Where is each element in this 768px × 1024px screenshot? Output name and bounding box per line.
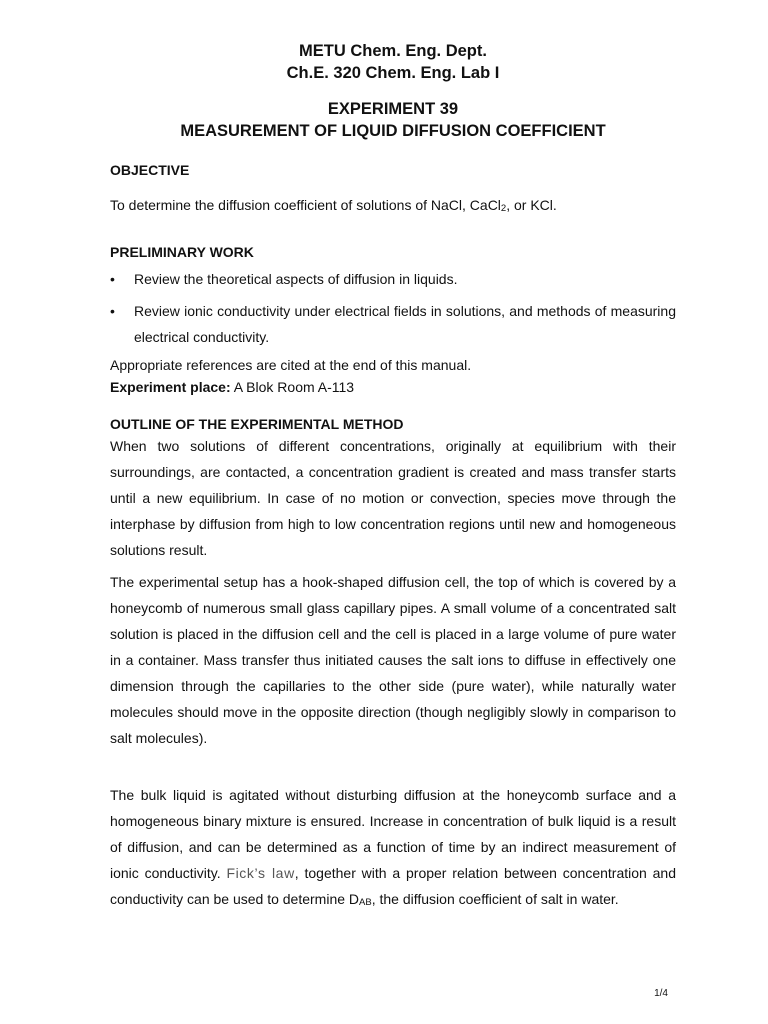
paragraph-3-middle: , together with a proper relation between concentration and conductivity can be used to determine D (110, 865, 676, 907)
experiment-number: EXPERIMENT 39 (327, 100, 459, 118)
references-note: Appropriate references are cited at the end of this manual. (110, 357, 472, 373)
outline-heading: OUTLINE OF THE EXPERIMENTAL METHOD (110, 416, 404, 432)
ficks-law-term: Fick’s law (226, 865, 295, 881)
bullet-icon: • (110, 271, 115, 287)
objective-text-main: To determine the diffusion coefficient of solutions of NaCl, CaCl (110, 197, 501, 213)
outline-paragraph-1: When two solutions of different concentrations, originally at equilibrium with their surroundings, are contacted, a concentration gradient is created and mass transfer starts until a new equilibrium. In case of no motion or convection, species move through the interphase by diffusion from high to low concentration regions until new and homogeneous solutions result. (110, 438, 676, 558)
outline-paragraph-3 (110, 782, 676, 916)
list-item-text: Review ionic conductivity under electrical fields in solutions, and methods of measuring electrical conductivity. (134, 303, 676, 345)
outline-section (110, 415, 676, 916)
preliminary-heading: PRELIMINARY WORK (110, 244, 254, 260)
course-line: Ch.E. 320 Chem. Eng. Lab I (286, 64, 500, 82)
outline-paragraph-2: The experimental setup has a hook-shaped diffusion cell, the top of which is covered by a honeycomb of numerous small glass capillary pipes. A small volume of a concentrated salt solution is placed in the diffusion cell and the cell is placed in a large volume of pure water in a container. Mass transfer thus initiated causes the salt ions to diffuse in effectively one dimension through the capillaries to the other side (pure water), while naturally water molecules should move in the opposite direction (though negligibly slowly in comparison to salt molecules). (110, 574, 676, 746)
list-item-text: Review the theoretical aspects of diffusion in liquids. (134, 271, 458, 287)
document-header (110, 40, 676, 142)
experiment-place-value: A Blok Room A-113 (230, 379, 355, 395)
experiment-title: MEASUREMENT OF LIQUID DIFFUSION COEFFICIENT (180, 122, 606, 140)
department-line: METU Chem. Eng. Dept. (299, 42, 487, 60)
experiment-place (110, 376, 676, 398)
document-page (110, 40, 676, 916)
preliminary-list (110, 266, 676, 350)
objective-heading: OBJECTIVE (110, 162, 190, 178)
bullet-icon: • (110, 303, 115, 319)
experiment-place-label: Experiment place: (110, 379, 231, 395)
objective-subscript: 2 (500, 203, 507, 214)
objective-section (110, 160, 676, 222)
dab-subscript: AB (359, 897, 372, 908)
paragraph-3-start: The bulk liquid is agitated without disturbing diffusion at the honeycomb surface and a homogeneous binary mixture is ensured. Increase in concentration of bulk liquid is a result of diffusion, and can be determined as a function of time by an indirect measurement of ionic conductivity. (110, 787, 676, 881)
list-item (110, 298, 676, 350)
page-number: 1/4 (654, 988, 668, 999)
preliminary-section (110, 242, 676, 398)
list-item (110, 266, 676, 292)
paragraph-3-end: , the diffusion coefficient of salt in water. (371, 891, 619, 907)
objective-text-end: , or KCl. (506, 197, 557, 213)
objective-text (110, 192, 676, 222)
